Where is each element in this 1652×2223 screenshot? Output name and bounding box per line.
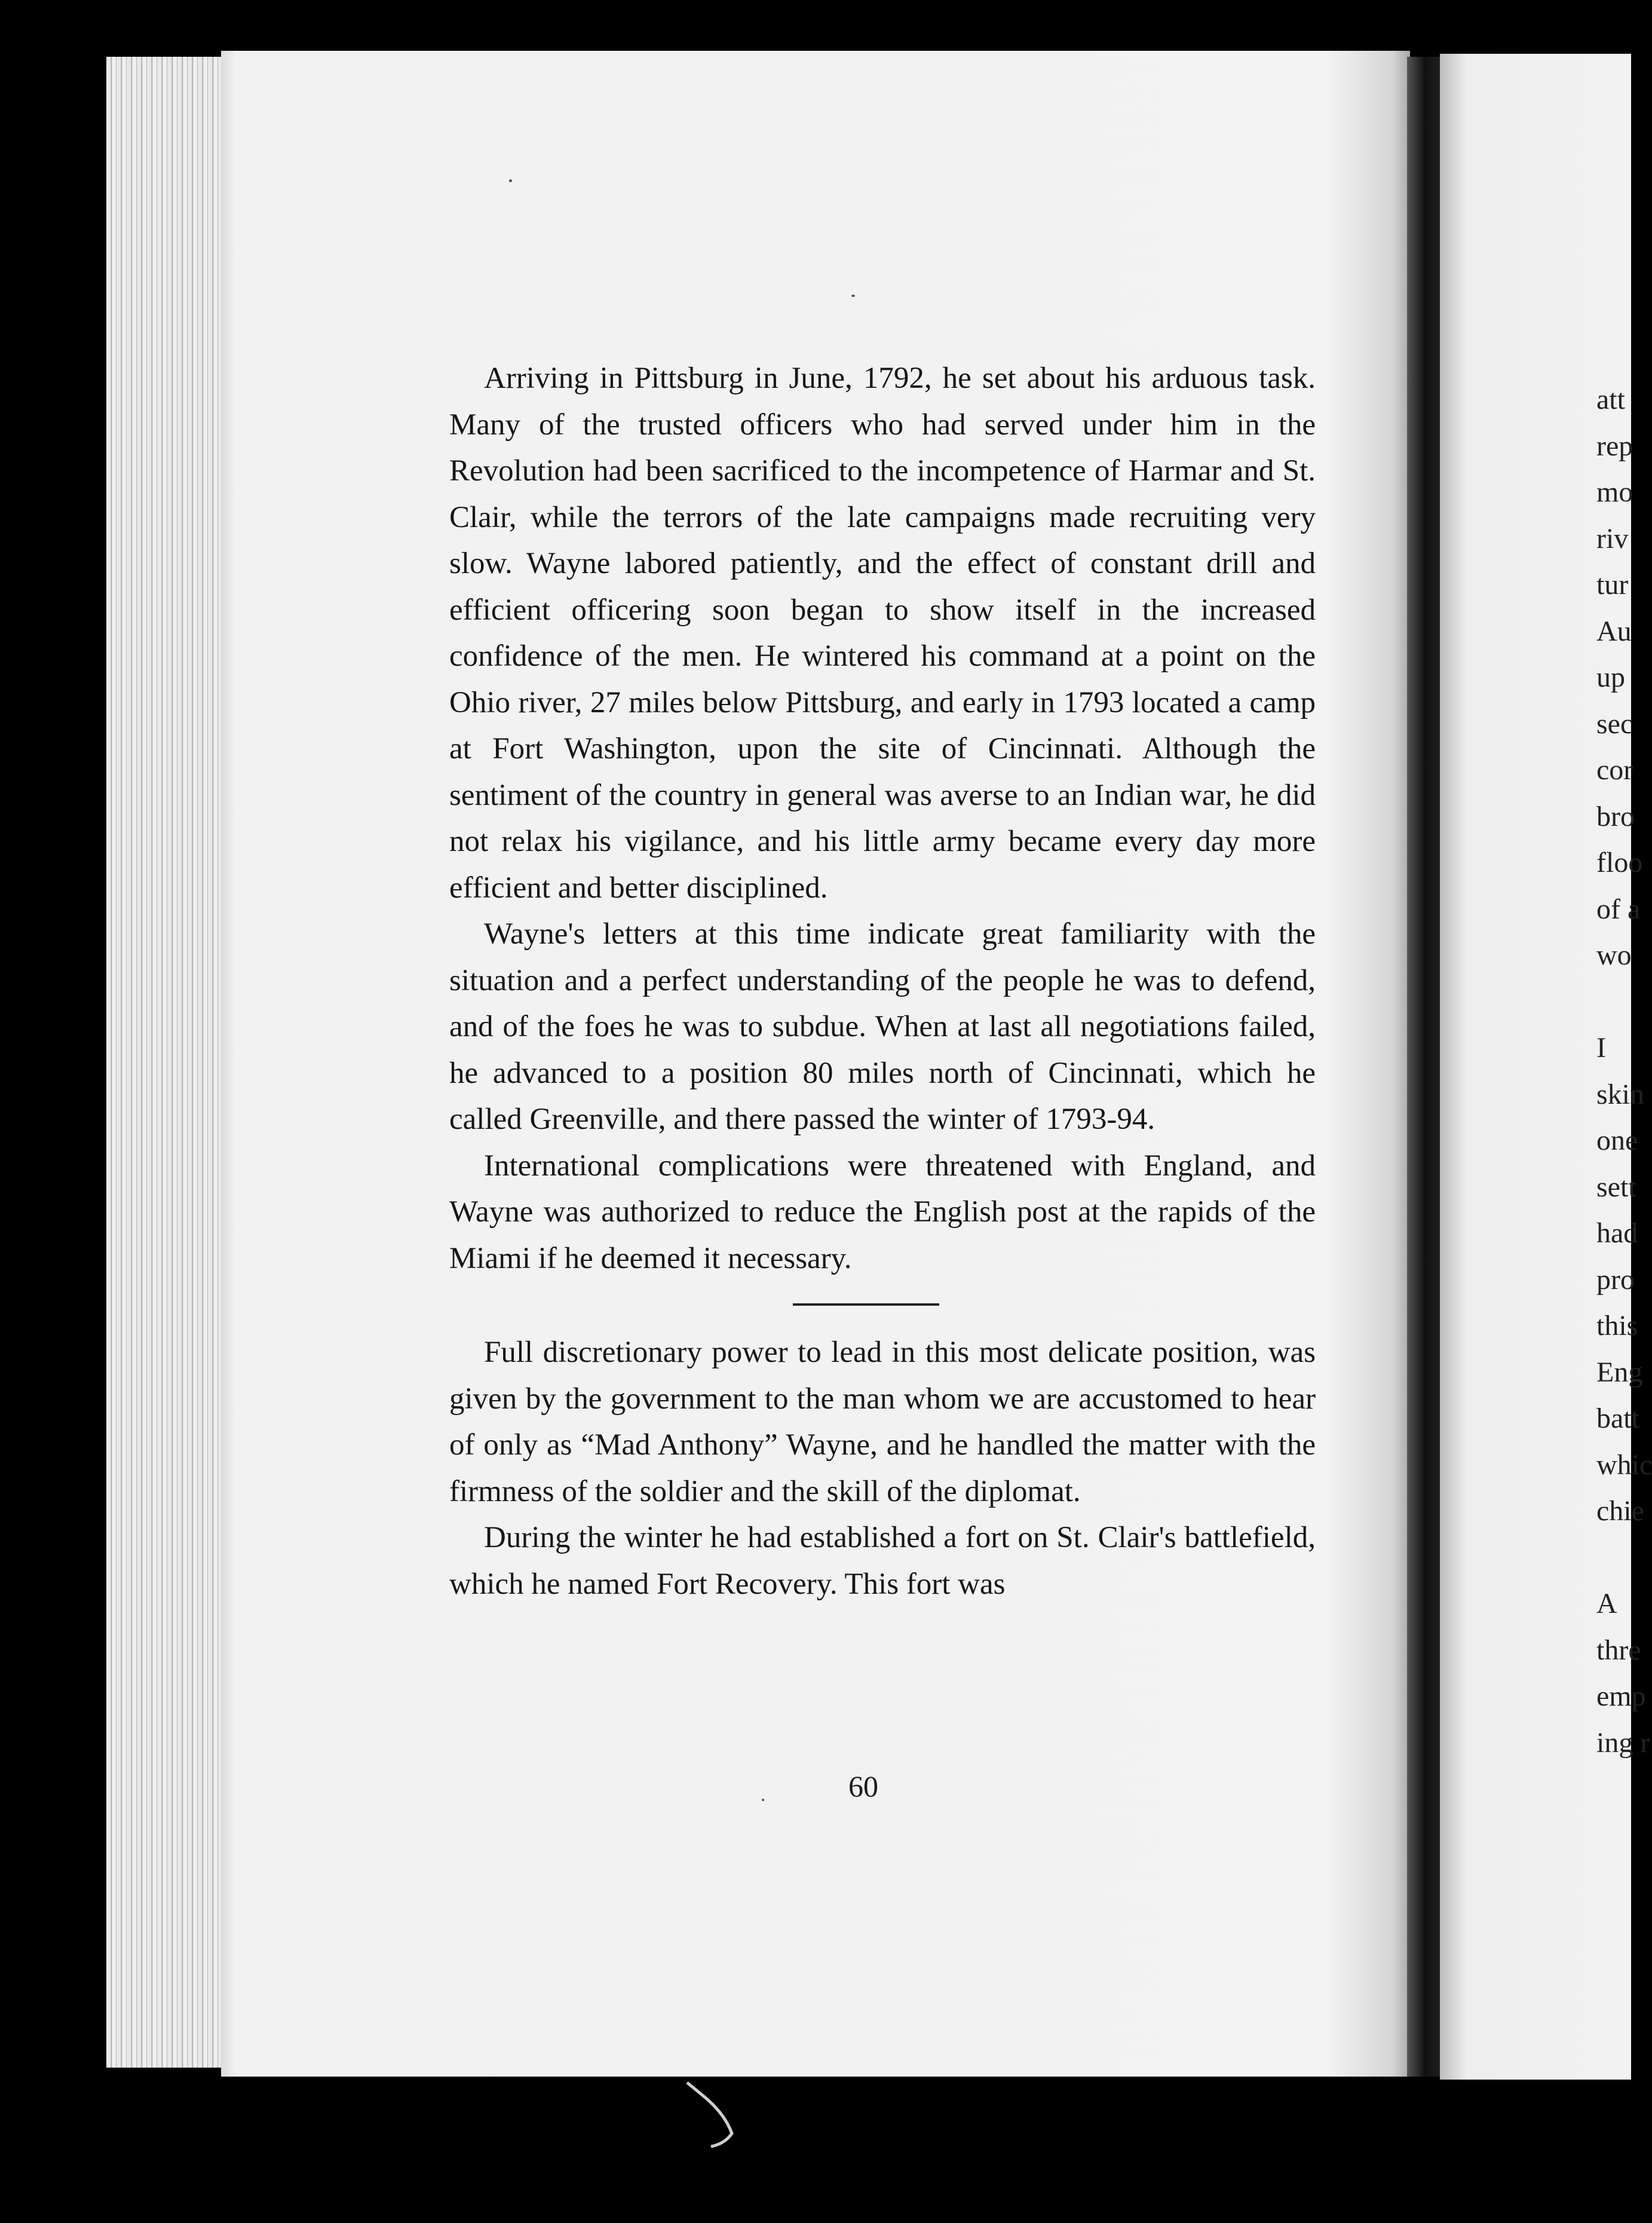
facing-line: rep [1596,430,1633,462]
facing-text-group [1596,1025,1652,1535]
facing-line: ing r [1596,1726,1650,1759]
facing-line: of a [1596,893,1641,925]
paragraph: International complications were threatened with England, and Wayne was authorized to reduce the English post at the rapids of the Miami if he deemed it necessary. [449,1149,1316,1275]
facing-line: batt [1596,1403,1639,1434]
page-edges [106,57,226,2068]
paragraph: During the winter he had established a fort on St. Clair's battlefield, which he named Fort Recovery. This fort was [449,1521,1316,1601]
facing-line: cor [1596,754,1633,786]
page-number: 60 [848,1769,878,1803]
facing-line: bro [1596,800,1635,832]
facing-line: I [1596,1032,1606,1064]
facing-line: riv [1596,522,1629,555]
facing-line: chie [1596,1495,1644,1527]
facing-line: A [1596,1588,1617,1619]
facing-gap [1596,979,1652,1025]
facing-line: sett [1596,1171,1636,1203]
facing-line: floo [1596,847,1643,878]
facing-line: mo [1596,476,1633,508]
dust-speck [762,1799,764,1801]
facing-line: Eng [1596,1356,1643,1388]
facing-line: up [1596,662,1625,693]
facing-line: thre [1596,1634,1641,1666]
paper-scrap [675,2080,741,2151]
facing-page-text [1596,376,1652,1766]
facing-line: had [1596,1217,1638,1249]
facing-line: this [1596,1310,1638,1342]
facing-line: pro [1596,1263,1635,1296]
facing-line: sec [1596,708,1633,740]
dust-speck [851,295,855,297]
page-body [449,356,1316,1607]
facing-line: Au [1596,615,1632,647]
facing-line: one [1596,1125,1638,1156]
facing-line: whic [1596,1449,1652,1481]
facing-line: skin [1596,1078,1645,1110]
paragraph: Arriving in Pittsburg in June, 1792, he set about his arduous task. Many of the trusted officers who had served under him in the Revolution had been sacrificed to the incompetence of Harmar and St. Clair, while the terrors of the late campaigns made recruiting very slow. Wayne labored patiently, and the effect of constant drill and efficient officering soon began to show itself in the increased confidence of the men. He wintered his command at a point on the Ohio river, 27 miles below Pittsburg, and early in 1793 located a camp at Fort Washington, upon the site of Cincinnati. Although the sentiment of the country in general was averse to an Indian war, he did not relax his vigilance, and his little army became every day more efficient and better disciplined. [449,362,1316,905]
facing-text-group [1596,1581,1652,1766]
facing-text-group [1596,376,1652,979]
section-divider [793,1303,939,1306]
paragraph: Wayne's letters at this time indicate great familiarity with the situation and a perfect understanding of the people he was to defend, and of the foes he was to subdue. When at last all negotiations failed, he advanced to a position 80 miles north of Cincinnati, which he called Greenville, and there passed the winter of 1793-94. [449,917,1316,1136]
facing-line: att [1596,384,1625,415]
dust-speck [509,179,512,182]
book-gutter [1407,57,1443,2077]
facing-gap [1596,1535,1652,1581]
paragraph: Full discretionary power to lead in this most delicate position, was given by the government to the man whom we are accustomed to hear of only as “Mad Anthony” Wayne, and he handled the matter with the firmness of the soldier and the skill of the diplomat. [449,1336,1316,1508]
facing-line: emp [1596,1680,1646,1712]
facing-line: tur [1596,569,1629,601]
facing-line: wo [1596,939,1632,971]
